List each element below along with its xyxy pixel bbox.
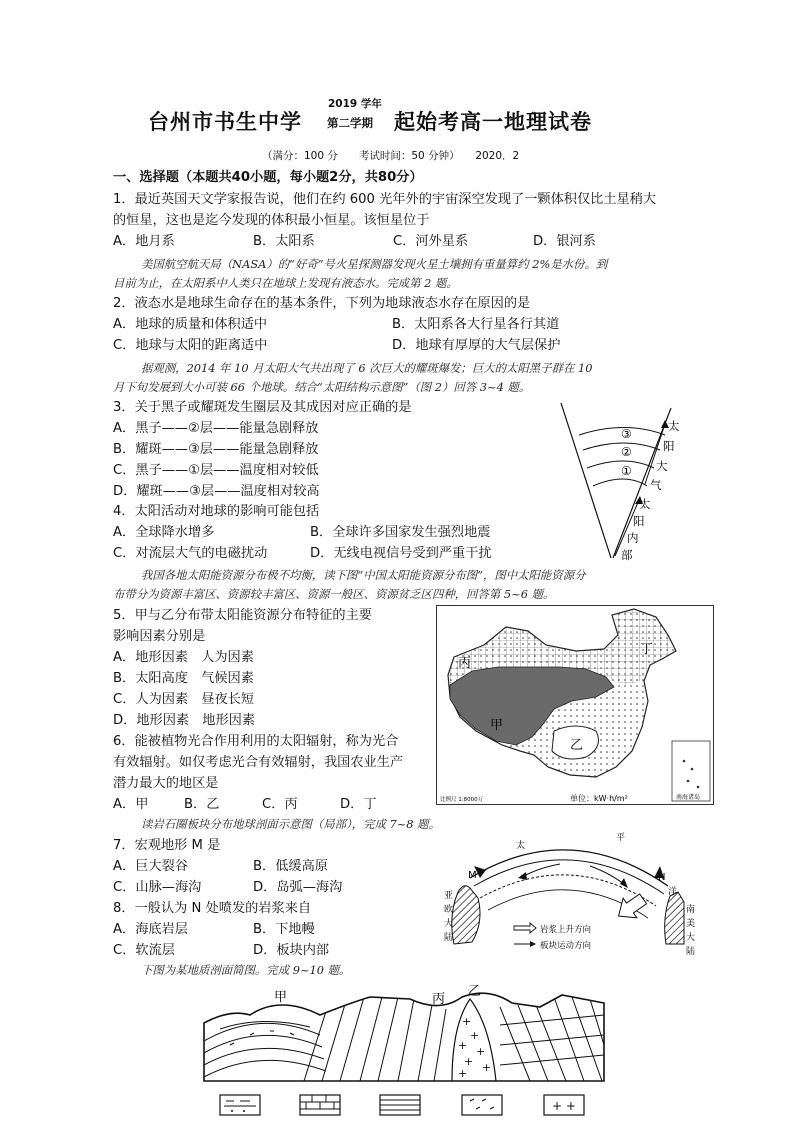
- q6-option-a: A．甲: [113, 797, 149, 812]
- q1-option-c: C．河外星系: [393, 234, 469, 249]
- section-label-jia: 甲: [274, 990, 288, 1005]
- map-label-jia: 甲: [490, 718, 504, 733]
- geologic-section-diagram: [200, 985, 612, 1123]
- label-N: N: [658, 872, 666, 883]
- legend-plate-label: 板块运动方向: [540, 941, 592, 951]
- southam-char-4: 陆: [686, 947, 696, 957]
- q5-option-d: D．地形因素 地形因素: [113, 713, 256, 728]
- q5-option-c: C．人为因素 昼夜长短: [113, 692, 255, 707]
- inset-label: 南海诸岛: [676, 794, 701, 801]
- map-unit: 单位：kW·h/m²: [570, 794, 628, 803]
- south-american-continent: [665, 892, 684, 944]
- q8-option-d: D．板块内部: [253, 943, 330, 958]
- southam-char-2: 美: [686, 919, 696, 929]
- note-q9: 下图为某地质剖面简图。完成 9~10 题。: [141, 963, 351, 977]
- q1-option-b: B．太阳系: [253, 234, 315, 249]
- q5-stem-line2: 影响因素分别是: [113, 629, 206, 644]
- map-scale: 比例尺 1:8000万: [440, 797, 484, 803]
- label-M: M: [468, 870, 477, 881]
- q2-option-a: A．地球的质量和体积适中: [113, 317, 268, 332]
- inner-char-4: 部: [621, 548, 633, 562]
- eurasian-continent: [452, 886, 480, 944]
- section-heading: 一、选择题（本题共40小题，每小题2分，共80分）: [113, 170, 423, 185]
- q2-option-d: D．地球有厚厚的大气层保护: [392, 338, 561, 353]
- q6-option-c: C．丙: [262, 797, 298, 812]
- svg-text:+ +: + +: [552, 1099, 576, 1113]
- q4-option-a: A．全球降水增多: [113, 525, 215, 540]
- sun-structure-diagram: [553, 398, 693, 563]
- eurasia-char-1: 亚: [444, 891, 454, 901]
- q4-option-d: D．无线电视信号受到严重干扰: [310, 546, 492, 561]
- legend-magma-label: 岩浆上升方向: [540, 925, 592, 935]
- map-label-bing: 丙: [458, 656, 472, 671]
- map-label-ding: 丁: [640, 642, 654, 657]
- q7-option-a: A．巨大裂谷: [113, 859, 188, 874]
- q1-option-d: D．银河系: [533, 234, 596, 249]
- southam-char-1: 南: [686, 905, 696, 915]
- legend-magma-arrow: [514, 923, 536, 933]
- layer-1-label: ①: [621, 464, 632, 478]
- legend-plate-arrow: [530, 941, 536, 947]
- section-label-yi: 乙: [468, 985, 482, 999]
- q2-stem: 2．液态水是地球生命存在的基本条件，下列为地球液态水存在原因的是: [113, 296, 531, 311]
- note-q2-line1: 美国航空航天局（NASA）的“好奇”号火星探测器发现火星土壤拥有重量算约 2%是水份。到: [141, 257, 608, 271]
- eurasia-char-4: 陆: [444, 933, 454, 943]
- south-sea-inset: [672, 741, 710, 801]
- title-exam: 起始考高一地理试卷: [394, 109, 592, 134]
- note-q7: 读岩石圈板块分布地球剖面示意图（局部），完成 7~8 题。: [141, 817, 440, 831]
- q3-option-b: B．耀斑——③层——能量急剧释放: [113, 442, 319, 457]
- q2-option-b: B．太阳系各大行星各行其道: [392, 317, 560, 332]
- q8-option-b: B．下地幔: [253, 922, 315, 937]
- q1-option-a: A．地月系: [113, 234, 175, 249]
- q1-stem-line2: 的恒星，这也是迄今发现的体积最小恒星。该恒星位于: [113, 213, 430, 228]
- svg-text:+: +: [458, 1067, 468, 1080]
- label-ping: 平: [616, 833, 626, 843]
- q6-stem-line2: 有效辐射。如仅考虑光合有效辐射，我国农业生产: [113, 755, 404, 770]
- layer-2-label: ②: [621, 445, 632, 459]
- inner-char-3: 内: [627, 531, 639, 545]
- inner-char-1: 太: [639, 497, 651, 511]
- title-school: 台州市书生中学: [148, 109, 302, 134]
- note-q3-line2: 月下旬发展到大小可装 66 个地球。结合“太阳结构示意图”（图 2）回答 3~4 题。: [113, 380, 531, 394]
- section-label-bing: 丙: [432, 992, 446, 1007]
- label-yang: 洋: [668, 887, 678, 897]
- title-semester: 第二学期: [327, 116, 373, 130]
- note-q5-line2: 布带分为资源丰富区、资源较丰富区、资源一般区、资源贫乏区四种，回答第 5~6 题。: [113, 587, 555, 601]
- q8-option-c: C．软流层: [113, 943, 175, 958]
- q5-option-b: B．太阳高度 气候因素: [113, 671, 254, 686]
- svg-text:+: +: [470, 1029, 480, 1042]
- q2-option-c: C．地球与太阳的距离适中: [113, 338, 268, 353]
- legend-box-shale: [220, 1095, 260, 1115]
- layer-3-label: ③: [621, 427, 632, 441]
- q6-option-d: D．丁: [340, 797, 377, 812]
- eurasia-char-2: 欧: [444, 905, 454, 915]
- q7-option-d: D．岛弧—海沟: [253, 880, 343, 895]
- svg-text:+: +: [464, 1055, 474, 1068]
- svg-text:+: +: [482, 1061, 492, 1074]
- q4-option-c: C．对流层大气的电磁扰动: [113, 546, 268, 561]
- section-outline: [204, 993, 604, 1081]
- atm-char-3: 大: [656, 459, 668, 473]
- plate-profile-diagram: [440, 826, 700, 961]
- q6-option-b: B．乙: [184, 797, 220, 812]
- q3-stem: 3．关于黑子或耀斑发生圈层及其成因对应正确的是: [113, 400, 412, 415]
- svg-text:+: +: [462, 1015, 472, 1028]
- q4-stem: 4．太阳活动对地球的影响可能包括: [113, 504, 320, 519]
- atm-char-4: 气: [650, 478, 662, 492]
- q6-stem-line1: 6．能被植物光合作用利用的太阳辐射，称为光合: [113, 734, 399, 749]
- note-q5-line1: 我国各地太阳能资源分布极不均衡，读下图“中国太阳能资源分布图”，图中太阳能资源分: [141, 568, 586, 582]
- note-q2-line2: 目前为止，在太阳系中人类只在地球上发现有液态水。完成第 2 题。: [113, 276, 458, 290]
- q8-option-a: A．海底岩层: [113, 922, 188, 937]
- q7-option-c: C．山脉—海沟: [113, 880, 202, 895]
- q4-option-b: B．全球许多国家发生强烈地震: [310, 525, 491, 540]
- legend-box-metamorphic: [462, 1095, 502, 1115]
- map-label-yi: 乙: [570, 738, 584, 753]
- q7-stem: 7．宏观地形 M 是: [113, 838, 221, 853]
- inner-char-2: 阳: [633, 514, 645, 528]
- southam-char-3: 大: [686, 933, 696, 943]
- svg-text:+: +: [458, 1039, 468, 1052]
- china-solar-map: [436, 605, 714, 805]
- q5-stem-line1: 5．甲与乙分布带太阳能资源分布特征的主要: [113, 608, 372, 623]
- q5-option-a: A．地形因素 人为因素: [113, 650, 254, 665]
- label-tai: 太: [516, 841, 526, 851]
- q1-stem-line1: 1．最近英国天文学家报告说，他们在约 600 光年外的宇宙深空发现了一颗体积仅比土星稍大: [113, 192, 657, 207]
- exam-meta: （满分：100 分 考试时间：50 分钟） 2020．2: [262, 150, 520, 162]
- q7-option-b: B．低缓高原: [253, 859, 328, 874]
- atm-char-2: 阳: [663, 439, 675, 453]
- q3-option-d: D．耀斑——③层——温度相对较高: [113, 484, 320, 499]
- q8-stem: 8．一般认为 N 处喷发的岩浆来自: [113, 901, 312, 916]
- title-year: 2019 学年: [328, 98, 382, 110]
- q3-option-c: C．黑子——①层——温度相对较低: [113, 463, 319, 478]
- note-q3-line1: 据观测，2014 年 10 月太阳大气共出现了 6 次巨大的耀斑爆发；巨大的太阳黑子群在 10: [141, 361, 593, 375]
- eurasia-char-3: 大: [444, 919, 454, 929]
- q3-option-a: A．黑子——②层——能量急剧释放: [113, 421, 319, 436]
- q6-stem-line3: 潜力最大的地区是: [113, 776, 219, 791]
- atm-char-1: 太: [668, 419, 680, 433]
- svg-text:+: +: [476, 1045, 486, 1058]
- big-arrow: [612, 889, 650, 926]
